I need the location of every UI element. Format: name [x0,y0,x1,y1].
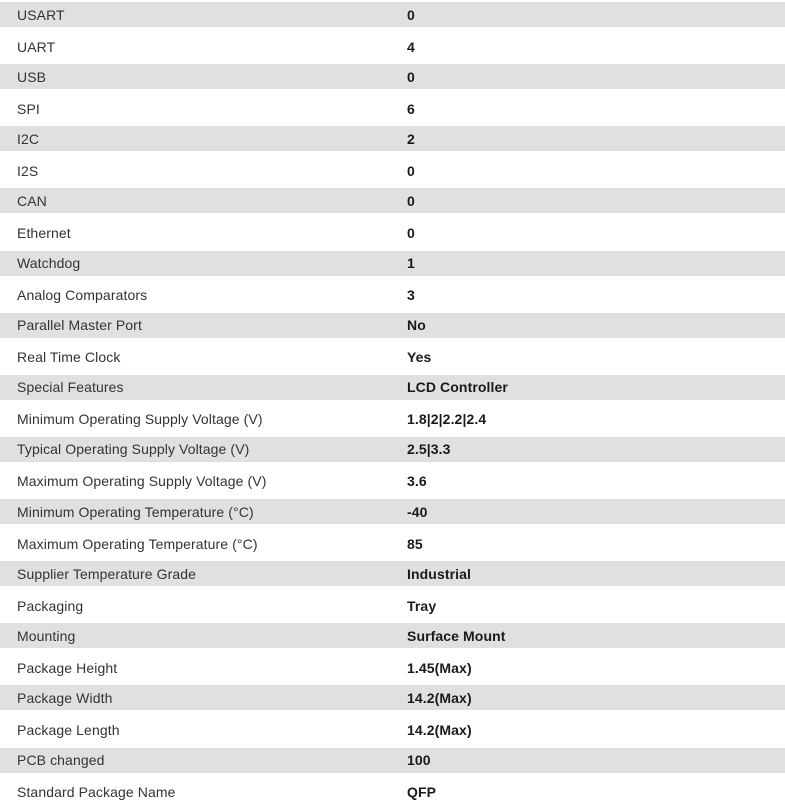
attribute-value: 14.2(Max) [407,689,472,706]
attribute-label: Minimum Operating Supply Voltage (V) [17,411,263,428]
attribute-value: No [407,317,426,334]
table-row [0,746,785,777]
attribute-label: Special Features [17,379,124,396]
table-row [0,652,785,683]
attribute-value: 0 [407,224,415,241]
table-row [0,404,785,435]
table-row [0,342,785,373]
table-row [0,714,785,745]
attribute-label: UART [17,38,56,55]
table-row [0,249,785,280]
attribute-value: 14.2(Max) [407,721,472,738]
attribute-label: USART [17,6,65,23]
attribute-value: 2 [407,130,415,147]
table-row [0,373,785,404]
attribute-value: 4 [407,38,415,55]
attribute-value: 2.5|3.3 [407,441,451,458]
attribute-value: QFP [407,784,437,801]
table-row [0,280,785,311]
attribute-value: 1 [407,255,415,272]
attribute-value: 1.8|2|2.2|2.4 [407,411,487,428]
attribute-label: I2C [17,130,40,147]
table-row [0,466,785,497]
attribute-value: 1.45(Max) [407,659,472,676]
table-row [0,155,785,186]
table-row [0,62,785,93]
table-row [0,777,785,808]
table-row [0,683,785,714]
attribute-label: Maximum Operating Temperature (°C) [17,535,258,552]
attribute-label: Minimum Operating Temperature (°C) [17,503,254,520]
attribute-label: Packaging [17,597,84,614]
attribute-label: Package Height [17,659,118,676]
table-row [0,0,785,31]
table-row [0,93,785,124]
table-row [0,311,785,342]
attribute-label: Standard Package Name [17,784,176,801]
attribute-value: -40 [407,503,428,520]
attribute-label: PCB changed [17,752,105,769]
attribute-value: 0 [407,162,415,179]
table-row [0,186,785,217]
attribute-value: 0 [407,192,415,209]
attribute-value: Yes [407,349,432,366]
attribute-label: Mounting [17,627,76,644]
attribute-label: SPI [17,100,40,117]
attribute-value: 0 [407,6,415,23]
attribute-label: Ethernet [17,224,71,241]
attribute-label: Maximum Operating Supply Voltage (V) [17,473,267,490]
attribute-value: 85 [407,535,423,552]
attribute-label: I2S [17,162,39,179]
table-row [0,124,785,155]
attribute-value: Tray [407,597,437,614]
table-row [0,590,785,621]
attribute-value: 100 [407,752,431,769]
attribute-label: Watchdog [17,255,81,272]
attribute-label: Real Time Clock [17,349,121,366]
attribute-label: Typical Operating Supply Voltage (V) [17,441,250,458]
attribute-label: Package Length [17,721,120,738]
table-row [0,435,785,466]
attribute-value: 3.6 [407,473,427,490]
attribute-value: 3 [407,287,415,304]
attribute-label: CAN [17,192,47,209]
table-row [0,497,785,528]
table-row [0,621,785,652]
attribute-value: Surface Mount [407,627,506,644]
attribute-label: Package Width [17,689,113,706]
attribute-value: 6 [407,100,415,117]
attribute-value: LCD Controller [407,379,508,396]
table-row [0,528,785,559]
attribute-value: Industrial [407,565,472,582]
attribute-label: Parallel Master Port [17,317,142,334]
attribute-label: Supplier Temperature Grade [17,565,196,582]
attribute-label: USB [17,68,47,85]
table-row [0,217,785,248]
table-row [0,559,785,590]
attribute-value: 0 [407,68,415,85]
attribute-label: Analog Comparators [17,287,148,304]
table-row [0,31,785,62]
